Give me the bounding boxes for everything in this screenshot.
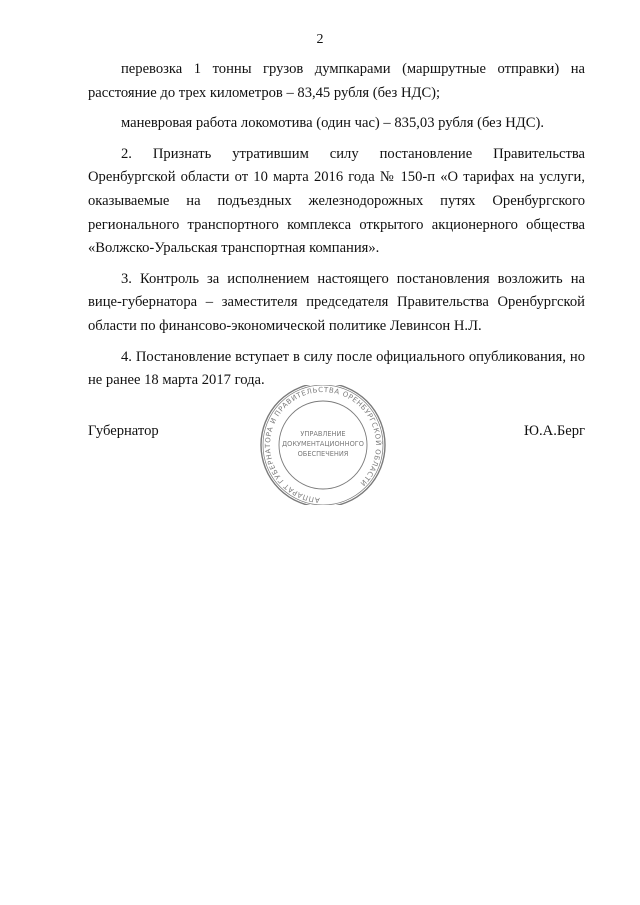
document-body [88, 58, 585, 393]
paragraph-item-2: 2. Признать утратившим силу постановление Правительства Оренбургской области от 10 марта 2016 года № 150-п «О тарифах на услуги, оказываемые на подъездных железнодорожных путях Оренбургского регионального транспортного комплекса открытого акционерного общества «Волжско-Уральская транспортная компания». [88, 145, 585, 257]
official-stamp [255, 385, 391, 505]
stamp-line-3: ОБЕСПЕЧЕНИЯ [297, 450, 349, 458]
stamp-line-1: УПРАВЛЕНИЕ [300, 430, 346, 438]
stamp-outer-text: АППАРАТ ГУБЕРНАТОРА И ПРАВИТЕЛЬСТВА ОРЕНБУРГСКОЙ ОБЛАСТИ [263, 385, 383, 504]
signatory-name: Ю.А.Берг [524, 423, 585, 439]
signatory-title: Губернатор [88, 423, 159, 439]
paragraph-item-4: 4. Постановление вступает в силу после официального опубликования, но не ранее 18 марта 2017 года. [88, 348, 585, 389]
stamp-seal-graphic [255, 385, 391, 505]
paragraph-item-3: 3. Контроль за исполнением настоящего постановления возложить на вице-губернатора – заместителя председателя Правительства Оренбургской области по финансово-экономической политике Левинсон Н.Л. [88, 270, 585, 334]
paragraph-tariff-freight: перевозка 1 тонны грузов думпкарами (маршрутные отправки) на расстояние до трех километров – 83,45 рубля (без НДС); [88, 61, 585, 101]
paragraph-tariff-locomotive: маневровая работа локомотива (один час) – 835,03 рубля (без НДС). [121, 115, 544, 132]
stamp-line-2: ДОКУМЕНТАЦИОННОГО [282, 440, 364, 448]
page-number: 2 [316, 32, 324, 47]
